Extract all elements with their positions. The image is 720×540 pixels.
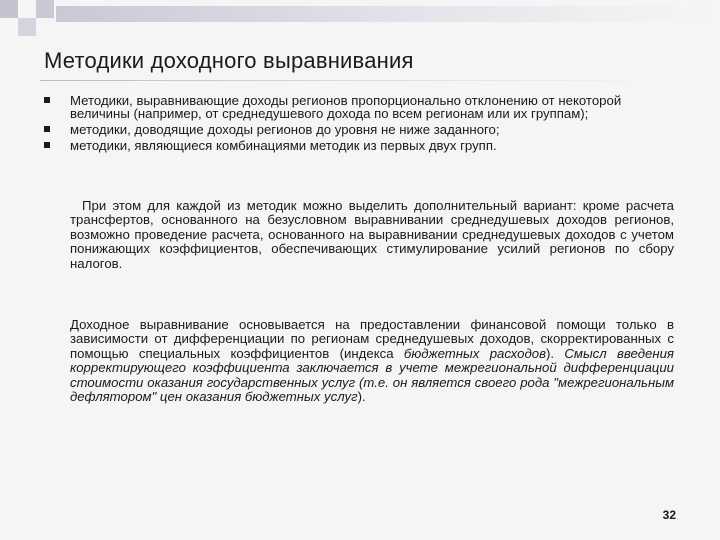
deco-band bbox=[56, 6, 720, 22]
bullet-list bbox=[44, 94, 680, 155]
deco-square bbox=[18, 18, 36, 36]
title-underline bbox=[40, 80, 680, 81]
deco-square bbox=[36, 18, 54, 36]
paragraph-income-equalization bbox=[70, 318, 674, 404]
deco-square bbox=[0, 18, 18, 36]
paragraph-text-normal: ). bbox=[357, 389, 366, 405]
paragraph-text-italic: бюджетных расходов bbox=[403, 345, 546, 361]
page-number: 32 bbox=[662, 508, 676, 522]
deco-square bbox=[36, 0, 54, 18]
paragraph-text-normal: Доходное выравнивание основывается на предоставлении финансовой помощи только в зависимости от дифференциации по регионам среднедушевых доходов, скорректированных с помощью специальных коэффициентов (индекса bbox=[70, 317, 674, 361]
slide-title: Методики доходного выравнивания bbox=[44, 48, 414, 73]
decorative-squares bbox=[0, 0, 720, 40]
paragraph-variants bbox=[70, 199, 674, 271]
square-bullet-icon bbox=[44, 126, 50, 132]
square-bullet-icon bbox=[44, 97, 50, 103]
paragraph-text-normal: ). bbox=[545, 345, 565, 361]
bullet-item bbox=[44, 94, 680, 120]
square-bullet-icon bbox=[44, 142, 50, 148]
bullet-text: методики, являющиеся комбинациями методик из первых двух групп. bbox=[70, 138, 497, 153]
deco-square bbox=[18, 0, 36, 18]
deco-square bbox=[0, 0, 18, 18]
bullet-text: методики, доводящие доходы регионов до уровня не ниже заданного; bbox=[70, 122, 500, 137]
paragraph-variants-text: При этом для каждой из методик можно выделить дополнительный вариант: кроме расчета трансфертов, основанного на безусловном выравнивании среднедушевых доходов регионов, возможно проведение расчета, основанного на выравнивании среднедушевых доходов с учетом понижающих коэффициентов, обеспечивающих стимулирование усилий регионов по сбору налогов. bbox=[70, 198, 674, 271]
bullet-text: Методики, выравнивающие доходы регионов пропорционально отклонению от некоторой величины (например, от среднедушевого дохода по всем регионам или их группам); bbox=[70, 93, 622, 121]
paragraph-text-italic: Смысл введения корректирующего коэффициента заключается в учете межрегиональной дифференциации стоимости оказания государственных услуг (т.е. он является своего рода "межрегиональным дефлятором" цен оказания бюджетных услуг bbox=[70, 345, 674, 405]
bullet-item bbox=[44, 139, 680, 152]
bullet-item bbox=[44, 123, 680, 136]
